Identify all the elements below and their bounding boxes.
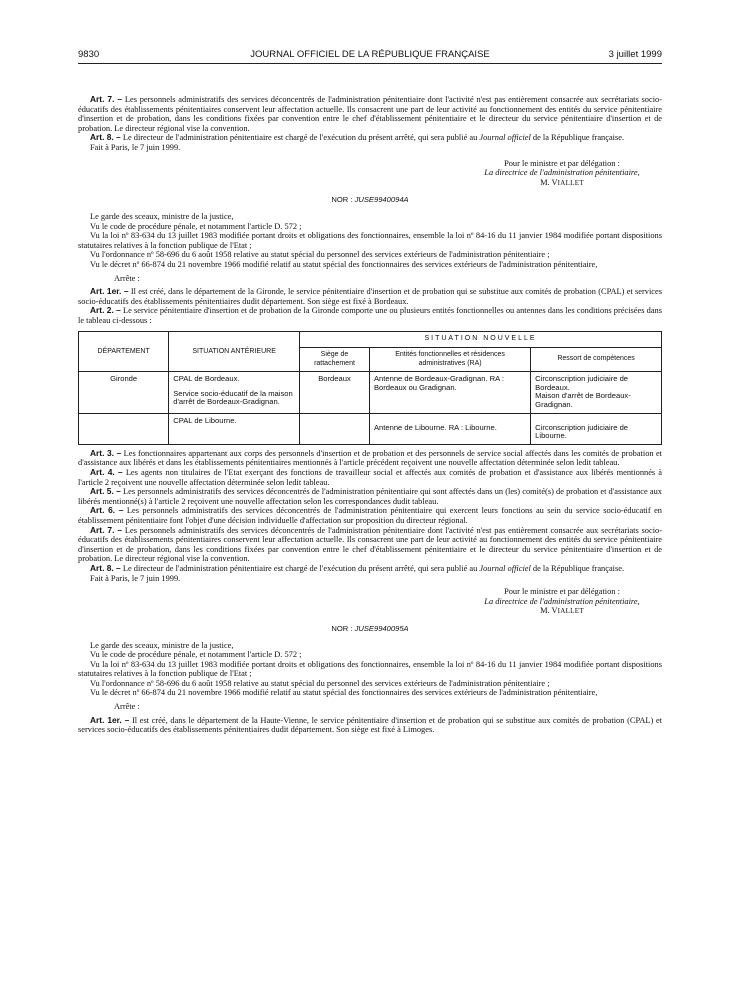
cell-entites: Antenne de Bordeaux-Gradignan. RA : Bordeaux ou Gradignan. [369, 372, 530, 413]
table-row [79, 413, 662, 444]
header-entites: Entités fonctionnelles et résidences administratives (RA) [369, 348, 530, 372]
visa-line: Vu le décret nº 66-874 du 21 novembre 1966 modifié relatif au statut spécial des fonctionnaires des services extérieurs de l'administration pénitentiaire, [90, 259, 598, 269]
visa-line: Le garde des sceaux, ministre de la justice, [90, 640, 234, 650]
fait-a-paris: Fait à Paris, le 7 juin 1999. [90, 142, 181, 152]
nor-reference: NOR : JUSE9940094A [331, 195, 409, 205]
visa-line: Le garde des sceaux, ministre de la justice, [90, 211, 234, 221]
issue-date: 3 juillet 1999 [608, 49, 662, 60]
signatory-name: M. VIALLET [540, 177, 584, 187]
page-body [78, 95, 662, 735]
visa-line: Vu la loi nº 83-634 du 13 juillet 1983 modifiée portant droits et obligations des fonctionnaires, ensemble la loi nº 84-16 du 11 janvier 1984 modifiée portant dispositions statutaires relatives à la fonction publique de l'Etat ; [78, 659, 662, 679]
article-1: Art. 1er. – Il est créé, dans le département de la Haute-Vienne, le service pénitentiaire d'insertion et de probation qui se substitue aux comités de probation (CPAL) et services socio-éducatifs des établissements pénitentiaires dudit département. Son siège est fixé à Limoges. [78, 714, 662, 735]
fait-a-paris: Fait à Paris, le 7 juin 1999. [90, 573, 181, 583]
article-7: Art. 7. – Les personnels administratifs des services déconcentrés de l'administration pénitentiaire dont l'activité n'est pas entièrement consacrée aux secrétariats socio-éducatifs des établissements pénitentiaires conservent leur affectation actuelle. Ils consacrent une part de leur activité au fonctionnement des entités du service pénitentiaire d'insertion et de probation, dans les conditions fixées par convention entre le chef d'établissement pénitentiaire et le directeur du service pénitentiaire d'insertion et de probation. Le directeur régional vise la convention. [78, 524, 662, 564]
header-siege: Siège de rattachement [300, 348, 370, 372]
article-1: Art. 1er. – Il est créé, dans le département de la Gironde, le service pénitentiaire d'insertion et de probation qui se substitue aux comités de probation (CPAL) et services socio-éducatifs des établissements pénitentiaires dudit département. Son siège est fixé à Bordeaux. [78, 286, 662, 306]
situation-table [78, 331, 662, 444]
cell-ressort: Circonscription judiciaire de Bordeaux. Maison d'arrêt de Bordeaux-Gradignan. [531, 372, 662, 413]
header-ressort: Ressort de compétences [531, 348, 662, 372]
arrete-label: Arrête : [114, 273, 140, 283]
page-header [78, 49, 662, 63]
visa-line: Vu la loi nº 83-634 du 13 juillet 1983 modifiée portant droits et obligations des fonctionnaires, ensemble la loi nº 84-16 du 11 janvier 1984 modifiée portant dispositions statutaires relatives à la fonction publique de l'Etat ; [78, 231, 662, 250]
header-situation-nouvelle: SITUATION NOUVELLE [300, 332, 662, 348]
page-number: 9830 [78, 49, 100, 60]
article-6: Art. 6. – Les personnels administratifs des services déconcentrés de l'administration pénitentiaire qui exercent leurs fonctions au sein du service socio-éducatif en établissement pénitentiaire font l'objet d'une décision individuelle d'affectation sur proposition du directeur régional. [78, 505, 662, 525]
header-departement: DÉPARTEMENT [79, 332, 169, 372]
article-3: Art. 3. – Les fonctionnaires appartenant aux corps des personnels d'insertion et de probation et des personnels de service social affectés dans les comités de probation et d'assistance aux libérés et dans les établissements pénitentiaires mentionnés à l'article précédent reçoivent une nouvelle affectation déterminée selon ledit tableau. [78, 447, 662, 468]
article-7: Art. 7. – Les personnels administratifs des services déconcentrés de l'administration pénitentiaire dont l'activité n'est pas entièrement consacrée aux secrétariats socio-éducatifs des établissements pénitentiaires conservent leur affectation actuelle. Ils consacrent une part de leur activité au fonctionnement des entités du service pénitentiaire d'insertion et de probation, dans les conditions fixées par convention entre le chef d'établissement pénitentiaire et le directeur du service pénitentiaire d'insertion et de probation. Le directeur régional vise la convention. [78, 94, 662, 133]
article-5: Art. 5. – Les personnels administratifs des services déconcentrés de l'administration pénitentiaire qui sont affectés dans un (les) comité(s) de probation et d'assistance aux libérés mentionné(s) à l'article 2 reçoivent une nouvelle affectation selon les correspondances dudit tableau. [78, 486, 662, 506]
article-8: Art. 8. – Le directeur de l'administration pénitentiaire est chargé de l'exécution du présent arrêté, qui sera publié au Journal officiel de la République française. [90, 132, 625, 143]
header-situation-anterieure: SITUATION ANTÉRIEURE [169, 332, 300, 372]
nor-reference: NOR : JUSE9940095A [331, 623, 409, 633]
journal-title: JOURNAL OFFICIEL DE LA RÉPUBLIQUE FRANÇAISE [250, 49, 490, 60]
cell-entites: Antenne de Libourne. RA : Libourne. [369, 413, 530, 444]
cell-anterieure: CPAL de Bordeaux. Service socio-éducatif de la maison d'arrêt de Bordeaux-Gradignan. [169, 372, 300, 413]
header-rule [78, 63, 662, 64]
table-row [79, 372, 662, 413]
visa-line: Vu le code de procédure pénale, et notamment l'article D. 572 ; [90, 650, 302, 660]
arrete-label: Arrête : [114, 702, 140, 712]
cell-anterieure: CPAL de Libourne. [169, 413, 300, 444]
signature-block: Pour le ministre et par délégation : La directrice de l'administration pénitentiaire, M. VIALLET [484, 158, 640, 187]
article-8: Art. 8. – Le directeur de l'administration pénitentiaire est chargé de l'exécution du présent arrêté, qui sera publié au Journal officiel de la République française. [90, 562, 625, 573]
visa-line: Vu le décret nº 66-874 du 21 novembre 1966 modifié relatif au statut spécial des fonctionnaires des services extérieurs de l'administration pénitentiaire, [90, 688, 598, 698]
article-4: Art. 4. – Les agents non titulaires de l'Etat exerçant des fonctions de travailleur social et affectés aux comités de probation et d'assistance aux libérés mentionnés à l'article 2 reçoivent une nouvelle affectation déterminée selon ledit tableau. [78, 467, 662, 487]
signature-block: Pour le ministre et par délégation : La directrice de l'administration pénitentiaire, M. VIALLET [484, 587, 640, 616]
signatory-name: M. VIALLET [540, 606, 584, 616]
visa-line: Vu le code de procédure pénale, et notamment l'article D. 572 ; [90, 221, 302, 231]
cell-departement: Gironde [79, 372, 169, 413]
cell-ressort: Circonscription judiciaire de Libourne. [531, 413, 662, 444]
article-2: Art. 2. – Le service pénitentiaire d'insertion et de probation de la Gironde comporte une ou plusieurs entités fonctionnelles ou antennes dans les conditions précisées dans le tableau ci-dessous : [78, 305, 662, 325]
visa-line: Vu l'ordonnance nº 58-696 du 6 août 1958 relative au statut spécial du personnel des services extérieurs de l'administration pénitentiaire ; [90, 678, 550, 688]
cell-siege: Bordeaux [300, 372, 370, 413]
visa-line: Vu l'ordonnance nº 58-696 du 6 août 1958 relative au statut spécial du personnel des services extérieurs de l'administration pénitentiaire ; [90, 250, 550, 260]
